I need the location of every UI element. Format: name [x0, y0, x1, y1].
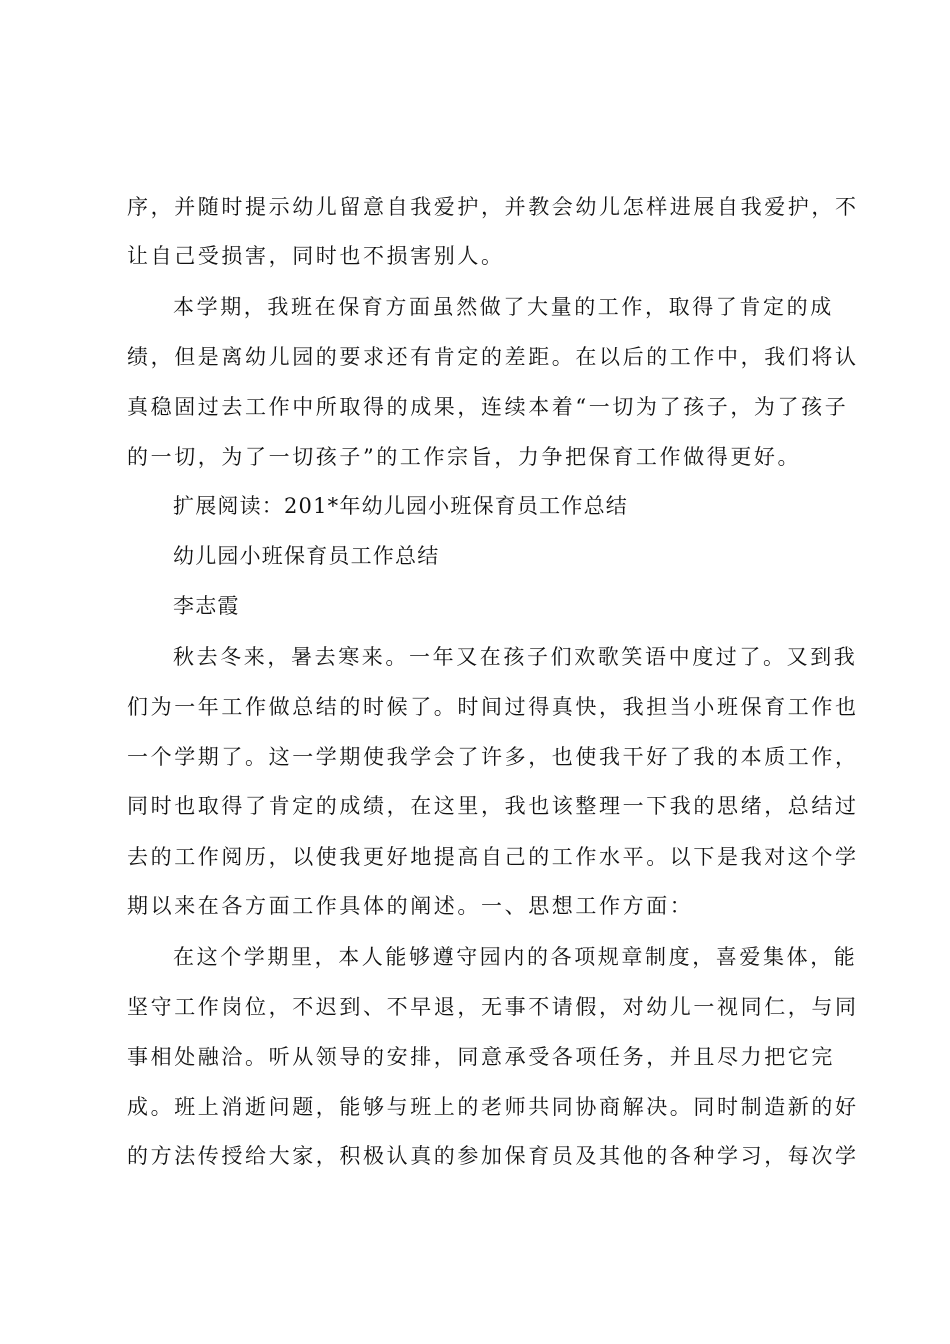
- extended-reading-heading: 扩展阅读：201*年幼儿园小班保育员工作总结: [173, 494, 628, 518]
- text-line: 绩，但是离幼儿园的要求还有肯定的差距。在以后的工作中，我们将认: [127, 345, 859, 369]
- author-name: 李志霞: [173, 594, 240, 618]
- text-line: 的方法传授给大家，积极认真的参加保育员及其他的各种学习，每次学: [127, 1144, 859, 1168]
- text-line: 去的工作阅历，以使我更好地提高自己的工作水平。以下是我对这个学: [127, 845, 859, 869]
- section-title: 幼儿园小班保育员工作总结: [173, 544, 440, 568]
- text-line: 的一切，为了一切孩子”的工作宗旨，力争把保育工作做得更好。: [127, 445, 802, 469]
- text-line: 序，并随时提示幼儿留意自我爱护，并教会幼儿怎样进展自我爱护，不: [127, 195, 859, 219]
- text-line: 同时也取得了肯定的成绩，在这里，我也该整理一下我的思绪，总结过: [127, 794, 859, 818]
- text-line: 成。班上消逝问题，能够与班上的老师共同协商解决。同时制造新的好: [127, 1095, 859, 1119]
- text-line: 坚守工作岗位，不迟到、不早退，无事不请假，对幼儿一视同仁，与同: [127, 995, 859, 1019]
- text-line: 让自己受损害，同时也不损害别人。: [127, 244, 505, 268]
- paragraph-start-line: 本学期，我班在保育方面虽然做了大量的工作，取得了肯定的成: [173, 295, 834, 319]
- text-line: 一个学期了。这一学期使我学会了许多，也使我干好了我的本质工作，: [127, 745, 859, 769]
- text-line: 期以来在各方面工作具体的阐述。一、思想工作方面：: [127, 894, 694, 918]
- paragraph-start-line: 在这个学期里，本人能够遵守园内的各项规章制度，喜爱集体，能: [173, 945, 858, 969]
- text-line: 真稳固过去工作中所取得的成果，连续本着“一切为了孩子，为了孩子: [127, 395, 849, 419]
- text-line: 事相处融洽。听从领导的安排，同意承受各项任务，并且尽力把它完: [127, 1045, 835, 1069]
- paragraph-start-line: 秋去冬来，暑去寒来。一年又在孩子们欢歌笑语中度过了。又到我: [173, 645, 858, 669]
- text-line: 们为一年工作做总结的时候了。时间过得真快，我担当小班保育工作也: [127, 695, 859, 719]
